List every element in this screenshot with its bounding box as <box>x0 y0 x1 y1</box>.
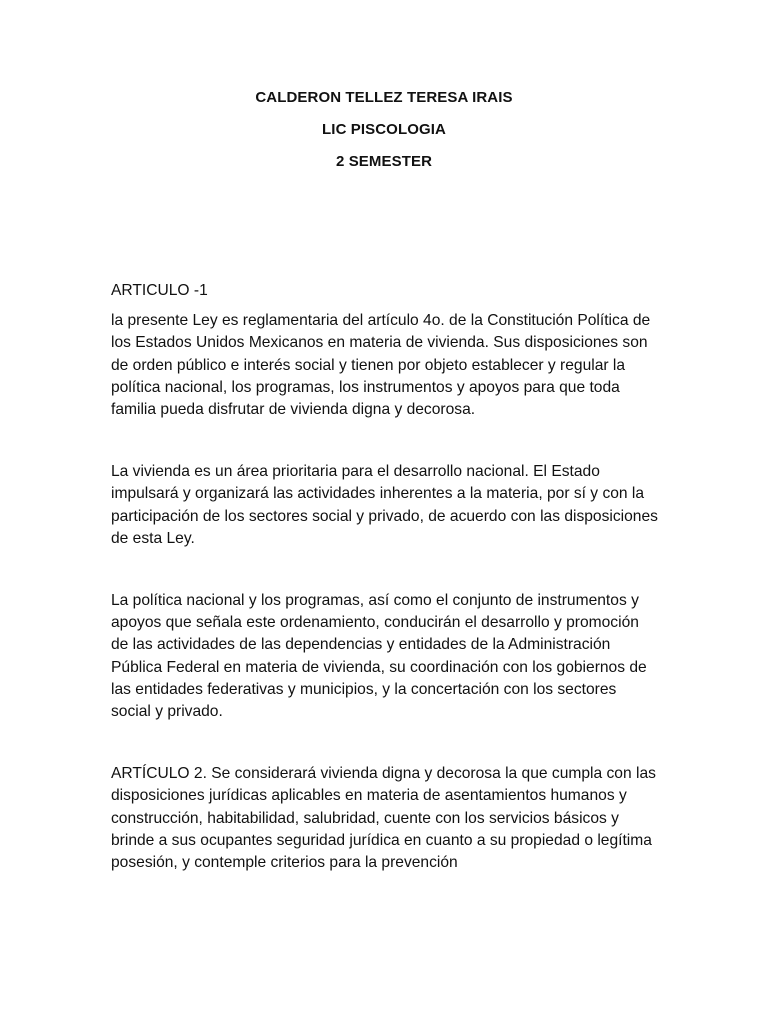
document-body <box>111 280 659 874</box>
semester-label: 2 SEMESTER <box>335 153 433 170</box>
author-name: CALDERON TELLEZ TERESA IRAIS <box>255 89 513 106</box>
paragraph-1: la presente Ley es reglamentaria del artículo 4o. de la Constitución Política de los Estados Unidos Mexicanos en materia de vivienda. Sus disposiciones son de orden público e interés social y tienen por objeto establecer y regular la política nacional, los programas, los instrumentos y apoyos para que toda familia pueda disfrutar de vivienda digna y decorosa. <box>111 312 651 419</box>
paragraph-4-article-2: ARTÍCULO 2. Se considerará vivienda digna y decorosa la que cumpla con las disposiciones jurídicas aplicables en materia de asentamientos humanos y construcción, habitabilidad, salubridad, cuente con los servicios básicos y brinde a sus ocupantes seguridad jurídica en cuanto a su propiedad o legítima posesión, y contemple criterios para la prevención <box>111 765 656 872</box>
degree-program: LIC PISCOLOGIA <box>322 121 446 138</box>
article-1-heading: ARTICULO -1 <box>111 282 208 299</box>
paragraph-3: La política nacional y los programas, así como el conjunto de instrumentos y apoyos que señala este ordenamiento, conducirán el desarrollo y promoción de las actividades de las dependencias y entidades de la Administración Pública Federal en materia de vivienda, su coordinación con los gobiernos de las entidades federativas y municipios, y la concertación con los sectores social y privado. <box>111 592 647 721</box>
paragraph-2: La vivienda es un área prioritaria para el desarrollo nacional. El Estado impulsará y organizará las actividades inherentes a la materia, por sí y con la participación de los sectores social y privado, de acuerdo con las disposiciones de esta Ley. <box>111 463 658 547</box>
